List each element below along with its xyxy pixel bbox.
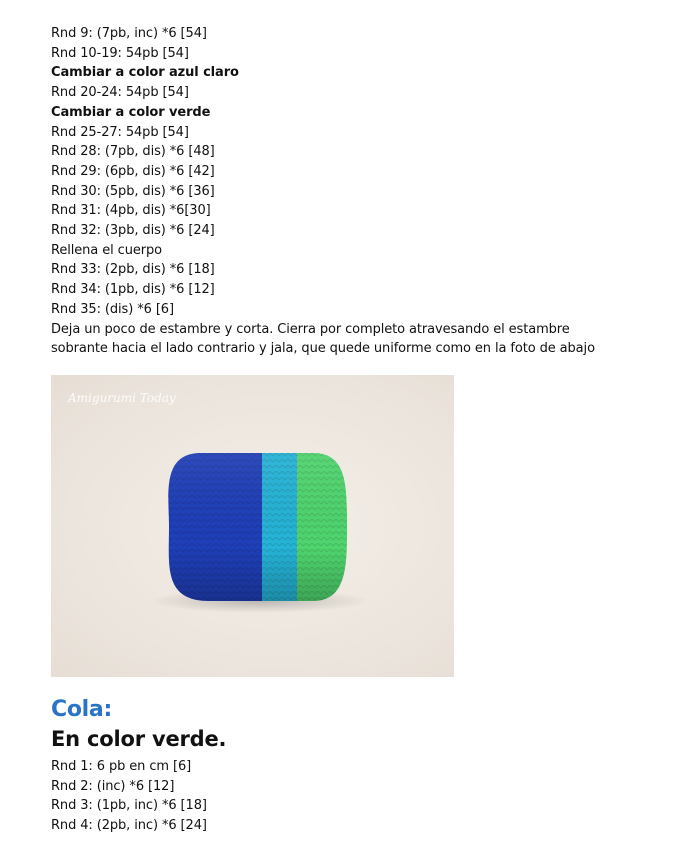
round-line: Rnd 2: (inc) *6 [12] [51, 778, 175, 794]
color-change-note: Cambiar a color verde [51, 104, 211, 120]
round-line: Rnd 34: (1pb, dis) *6 [12] [51, 282, 215, 298]
amigurumi-body-photo [51, 375, 454, 677]
ball-stripes [151, 445, 357, 615]
round-line: Rnd 28: (7pb, dis) *6 [48] [51, 144, 215, 160]
round-line: Rnd 25-27: 54pb [54] [51, 124, 189, 140]
section-subheading: En color verde. [51, 727, 227, 751]
watermark-logo: Amigurumi Today [68, 391, 176, 405]
crochet-ball-illustration [51, 375, 454, 677]
round-line: Rnd 10-19: 54pb [54] [51, 45, 189, 61]
closing-paragraph: Deja un poco de estambre y corta. Cierra por completo atravesando el estambre sobrante hacia el lado contrario y jala, que quede uniforme como en la foto de abajo [51, 321, 595, 357]
round-line: Rnd 31: (4pb, dis) *6[30] [51, 203, 211, 219]
round-line: Rnd 33: (2pb, dis) *6 [18] [51, 262, 215, 278]
round-line: Rnd 29: (6pb, dis) *6 [42] [51, 163, 215, 179]
round-line: Rnd 9: (7pb, inc) *6 [54] [51, 26, 207, 41]
round-line: Rnd 20-24: 54pb [54] [51, 85, 189, 101]
round-line: Rnd 4: (2pb, inc) *6 [24] [51, 818, 207, 834]
pattern-rounds-bottom [51, 757, 651, 836]
instruction-line: Rellena el cuerpo [51, 242, 162, 258]
color-change-note: Cambiar a color azul claro [51, 65, 239, 81]
pattern-rounds-top [51, 24, 651, 359]
round-line: Rnd 35: (dis) *6 [6] [51, 301, 174, 317]
round-line: Rnd 1: 6 pb en cm [6] [51, 759, 192, 774]
round-line: Rnd 3: (1pb, inc) *6 [18] [51, 798, 207, 814]
round-line: Rnd 32: (3pb, dis) *6 [24] [51, 223, 215, 239]
section-heading: Cola: [51, 697, 112, 722]
round-line: Rnd 30: (5pb, dis) *6 [36] [51, 183, 215, 199]
